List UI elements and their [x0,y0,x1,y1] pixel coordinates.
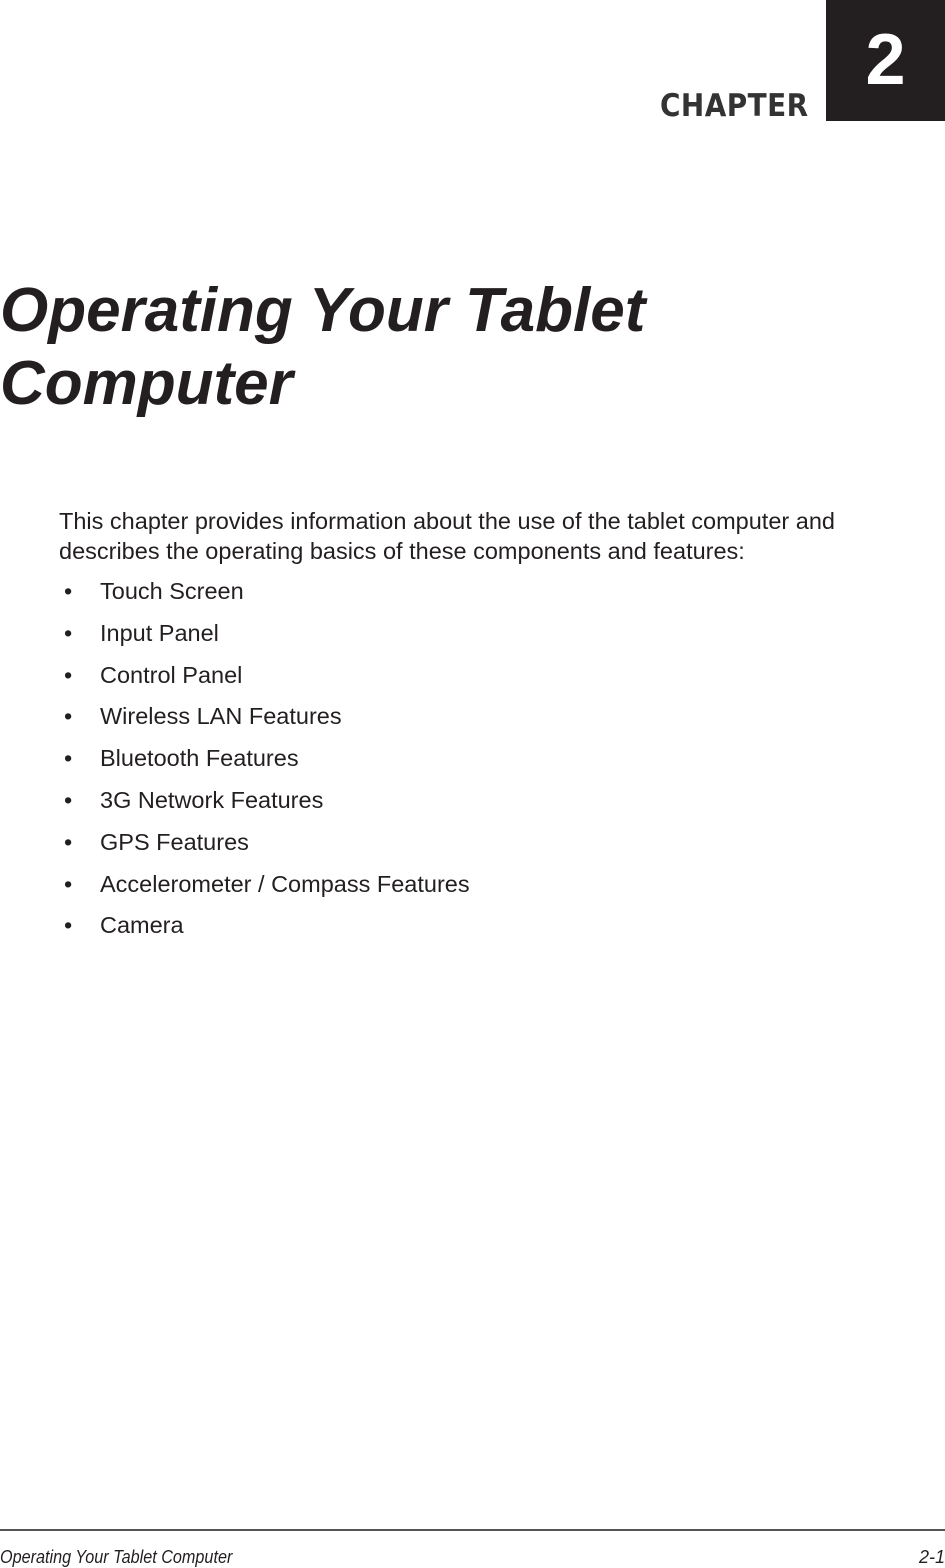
bullet-icon: • [64,661,73,688]
chapter-number-box [826,0,945,121]
list-item-text: Accelerometer / Compass Features [100,870,470,897]
page-title [0,274,645,420]
page-title-line-1: Operating Your Tablet [0,276,646,345]
bullet-icon: • [64,703,73,730]
intro-paragraph: This chapter provides information about the use of the tablet computer and describes the operating basics of these components and features: [59,508,835,564]
list-item-text: 3G Network Features [100,786,324,813]
list-item-text: Control Panel [100,661,243,688]
list-item-text: Input Panel [100,619,219,646]
list-item-text: Camera [100,912,184,939]
footer-running-title: Operating Your Tablet Computer [0,1547,233,1567]
list-item-text: Bluetooth Features [100,745,299,772]
bullet-icon: • [64,912,73,939]
bullet-icon: • [64,828,73,855]
bullet-icon: • [64,578,73,604]
page-title-line-2: Computer [0,349,293,418]
footer-divider [0,1529,945,1531]
list-item-text: Touch Screen [100,578,244,604]
bullet-icon: • [64,619,73,646]
page-number: 2-1 [918,1547,945,1567]
chapter-number: 2 [865,20,906,100]
bullet-icon: • [64,745,73,772]
list-item-text: GPS Features [100,828,249,855]
bullet-icon: • [64,786,73,813]
chapter-label: CHAPTER [660,88,809,124]
list-item-text: Wireless LAN Features [100,703,342,730]
bullet-icon: • [64,870,73,897]
